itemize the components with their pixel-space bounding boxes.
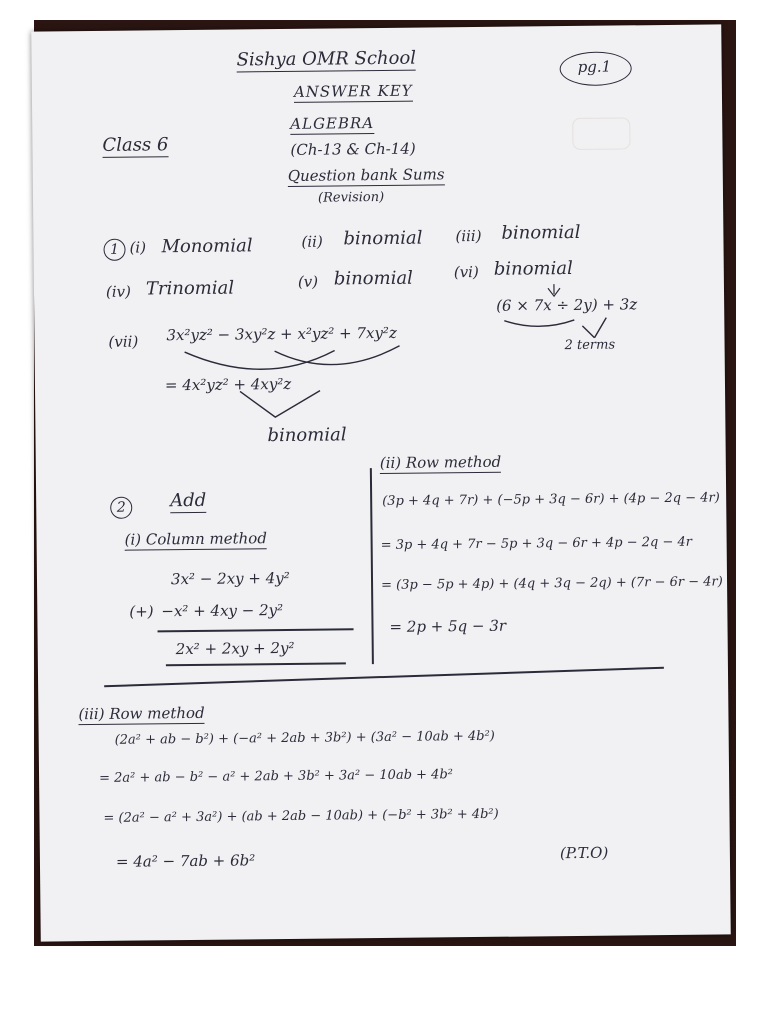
q1-v-num: (v) — [297, 272, 319, 291]
q2-row-line2: = 3p + 4q + 7r − 5p + 3q − 6r + 4p − 2q − 4r — [380, 534, 693, 554]
q3-line1: (2a² + ab − b²) + (−a² + 2ab + 3b²) + (3a² − 10ab + 4b²) — [114, 728, 495, 748]
revision-note: (Revision) — [317, 189, 385, 206]
q1-vii-expression: 3x²yz² − 3xy²z + x²yz² + 7xy²z — [166, 323, 397, 345]
q1-vi-expression: (6 × 7x ÷ 2y) + 3z — [496, 295, 638, 315]
q2-column-line1: 3x² − 2xy + 4y² — [170, 568, 290, 589]
q1-i-answer: Monomial — [161, 235, 253, 258]
q1-vi-num: (vi) — [453, 262, 479, 282]
q3-row-method-label: (iii) Row method — [78, 703, 205, 724]
q1-vii-answer: binomial — [267, 424, 347, 447]
q1-ii-answer: binomial — [343, 227, 423, 250]
q1-iii-num: (iii) — [455, 226, 482, 246]
q3-result: = 4a² − 7ab + 6b² — [115, 851, 256, 871]
q1-iv-num: (iv) — [105, 282, 132, 301]
q2-column-sign: (+) — [129, 602, 154, 621]
q1-vi-answer: binomial — [493, 257, 573, 280]
q3-line2: = 2a² + ab − b² − a² + 2ab + 3b² + 3a² − 10ab + 4b² — [99, 767, 454, 786]
q1-ii-num: (ii) — [301, 232, 323, 251]
page-number: pg.1 — [577, 57, 612, 76]
q1-iii-answer: binomial — [501, 221, 581, 244]
answer-key-sheet — [31, 24, 730, 941]
chapters: (Ch-13 & Ch-14) — [290, 139, 416, 159]
question-bank-title: Question bank Sums — [287, 165, 445, 185]
q2-row-method-label: (ii) Row method — [379, 452, 502, 473]
doc-type: ANSWER KEY — [293, 81, 413, 101]
class-label: Class 6 — [102, 134, 169, 156]
subject-title: ALGEBRA — [290, 114, 375, 133]
q2-row-result: = 2p + 5q − 3r — [389, 616, 507, 636]
q2-title: Add — [170, 489, 207, 512]
q1-i-num: (i) — [129, 238, 147, 257]
q3-line3: = (2a² − a² + 3a²) + (ab + 2ab − 10ab) + (−b² + 3b² + 4b²) — [103, 806, 499, 826]
q1-vii-num: (vii) — [108, 332, 139, 351]
pto-note: (P.T.O) — [559, 843, 609, 863]
q1-v-answer: binomial — [333, 267, 413, 290]
q2-column-line2: −x² + 4xy − 2y² — [161, 601, 284, 621]
pen-annotations — [31, 24, 730, 941]
q2-column-method-label: (i) Column method — [124, 529, 267, 549]
q1-vi-note: 2 terms — [564, 337, 616, 354]
q2-row-line3: = (3p − 5p + 4p) + (4q + 3q − 2q) + (7r − 6r − 4r) — [380, 574, 723, 594]
q1-iv-answer: Trinomial — [145, 277, 235, 300]
q2-number: 2 — [110, 497, 132, 519]
q2-row-line1: (3p + 4q + 7r) + (−5p + 3q − 6r) + (4p − 2q − 4r) — [382, 490, 720, 509]
q1-number: 1 — [103, 239, 125, 261]
school-name: Sishya OMR School — [236, 47, 417, 71]
q1-vii-result: = 4x²yz² + 4xy²z — [164, 374, 292, 395]
q2-column-result: 2x² + 2xy + 2y² — [175, 638, 295, 659]
